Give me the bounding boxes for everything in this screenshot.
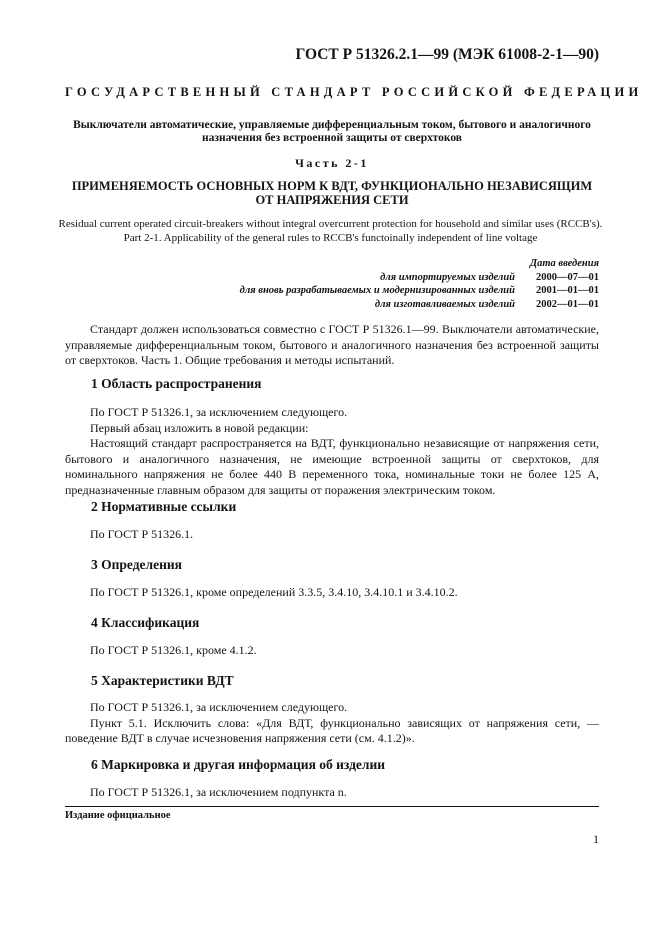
section-body-3	[65, 585, 599, 601]
section-heading-5: 5 Характеристики ВДТ	[91, 673, 234, 688]
introduction-date-label: для вновь разрабатываемых и модернизированных изделий	[239, 285, 515, 296]
state-standard-heading: ГОСУДАРСТВЕННЫЙ СТАНДАРТ РОССИЙСКОЙ ФЕДЕРАЦИИ	[65, 85, 643, 99]
section-paragraph: Пункт 5.1. Исключить слова: «Для ВДТ, функционально зависящих от напряжения сети, — поведение ВДТ в случае исчезновения напряжения сети (см. 4.1.2)».	[65, 715, 599, 745]
section-heading-1: 1 Область распространения	[91, 376, 262, 391]
introduction-dates	[240, 257, 599, 311]
introduction-date-row	[240, 298, 599, 312]
section-heading-2: 2 Нормативные ссылки	[91, 499, 237, 514]
document-title-en-line2: Part 2-1. Applicability of the general rules to RCCB's functoinally independent of line voltage	[123, 232, 538, 244]
section-body-4	[65, 643, 599, 659]
section-paragraph: По ГОСТ Р 51326.1, кроме определений 3.3.5, 3.4.10, 3.4.10.1 и 3.4.10.2.	[90, 585, 458, 599]
section-heading-3: 3 Определения	[91, 557, 182, 572]
page-number: 1	[593, 832, 599, 846]
introduction-date-row	[240, 271, 599, 285]
document-number: ГОСТ Р 51326.2.1—99 (МЭК 61008-2-1—90)	[295, 46, 599, 63]
introduction-date-label: для изготавливаемых изделий	[374, 298, 515, 310]
section-body-5	[65, 700, 599, 747]
section-paragraph: По ГОСТ Р 51326.1.	[90, 527, 194, 541]
footer-divider	[65, 806, 599, 807]
section-body-1	[65, 405, 599, 498]
section-paragraph: По ГОСТ Р 51326.1, за исключением подпункта n.	[90, 785, 347, 799]
introduction-date-header: Дата введения	[529, 258, 599, 269]
introduction-date-label: для импортируемых изделий	[380, 271, 515, 283]
section-paragraph: Первый абзац изложить в новой редакции:	[90, 420, 309, 435]
document-subtitle-ru: ПРИМЕНЯЕМОСТЬ ОСНОВНЫХ НОРМ К ВДТ, ФУНКЦИОНАЛЬНО НЕЗАВИСЯЩИМ ОТ НАПРЯЖЕНИЯ СЕТИ	[71, 179, 593, 207]
section-heading-6: 6 Маркировка и другая информация об изделии	[91, 757, 386, 772]
section-paragraph: По ГОСТ Р 51326.1, за исключением следующего.	[90, 405, 348, 419]
introduction-date-value: 2001—01—01	[536, 285, 599, 296]
preamble	[65, 322, 599, 369]
section-body-6	[65, 785, 599, 801]
document-title-ru: Выключатели автоматические, управляемые дифференциальным током, бытового и аналогичного назначения без встроенной защиты от сверхтоков	[73, 119, 591, 144]
edition-label: Издание официальное	[65, 810, 171, 821]
section-paragraph: По ГОСТ Р 51326.1, кроме 4.1.2.	[90, 643, 257, 657]
introduction-date-value: 2000—07—01	[536, 271, 599, 283]
document-part: Часть 2-1	[295, 156, 369, 170]
preamble-paragraph: Стандарт должен использоваться совместно с ГОСТ Р 51326.1—99. Выключатели автоматические, управляемые дифференциальным током, бытового и аналогичного назначения без встроенной защиты от сверхтоков. Часть 1. Общие требования и методы испытаний.	[65, 322, 599, 367]
document-title-en	[58, 217, 603, 245]
document-title-en-line1: Residual current operated circuit-breakers without integral overcurrent protection for household and similar uses (RCCB's).	[58, 218, 603, 230]
section-body-2	[65, 527, 599, 543]
introduction-date-value: 2002—01—01	[536, 298, 599, 310]
section-heading-4: 4 Классификация	[91, 615, 200, 630]
section-paragraph: По ГОСТ Р 51326.1, за исключением следующего.	[90, 700, 348, 714]
section-paragraph: Настоящий стандарт распространяется на ВДТ, функционально независящие от напряжения сети, бытового и аналогичного назначения, не имеющие встроенной защиты от сверхтоков, для номинального напряжения не более 440 В переменного тока, номинальные токи не более 125 А, предназначенные главным образом для защиты от поражения электрическим током.	[65, 436, 599, 497]
introduction-date-row	[240, 284, 599, 298]
